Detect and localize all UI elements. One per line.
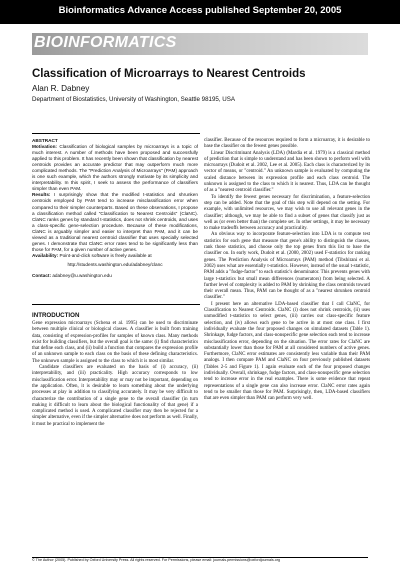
journal-name: BIOINFORMATICS — [34, 34, 177, 51]
body-paragraph: To identify the fewest genes necessary for discrimination, a feature-selection step can be added. Note that the goal of this step will depend on the setting. For example, with unlimited resources, we may wish to use all relevant genes in the classifier; although, we may be able to find a subset of genes that classify just as well as (or even better than) the complete set. In other settings, it may be necessary to make tradeoffs between accuracy and practicality. — [204, 194, 370, 232]
journal-header — [32, 33, 368, 55]
results-label: Results: — [32, 192, 51, 198]
left-column-body — [32, 321, 198, 428]
copyright-footer: © The Author (2005). Published by Oxford University Press. All rights reserved. For Permissions, please email: journals.permissions@oxfordjournals.org — [32, 558, 281, 562]
motivation-text: Classification of biological samples by microarrays is a topic of much interest. A number of methods have been proposed and successfully applied to this problem. It has recently been shown that classification by nearest centroids provides an accurate predictor that may outperform much more complicated methods. The "Prediction Analysis of Microarrays" (PAM) approach is one such example, which the authors strongly motivate by its simplicity and interpretability. In this spirit, I seek to assess the performance of classifiers simpler than even PAM. — [32, 144, 198, 192]
abstract-motivation — [32, 144, 198, 192]
paper-title: Classification of Microarrays to Nearest Centroids — [32, 68, 306, 80]
body-paragraph: Linear Discriminant Analysis (LDA) (Mardia et al. 1979) is a classical method of prediction that is simple to understand and has been shown to perform well with microarrays (Dudoit et al. 2002, Lee et al. 2005). Each class is characterized by its vector of means, or "centroid." An unknown sample is evaluated by computing the scaled distance between its expression profile and each class centroid. The unknown is assigned to the class to which it is nearest. Thus, LDA can be thought of as a "nearest centroid classifier." — [204, 150, 370, 194]
abstract-block — [32, 138, 198, 279]
author-affiliation: Department of Biostatistics, University of Washington, Seattle 98195, USA — [32, 96, 236, 103]
body-paragraph: classifier. Because of the resources required to form a microarray, it is desirable to base the classifier on the fewest genes possible. — [204, 138, 370, 150]
contact-email-link[interactable]: adabney@u.washington.edu — [52, 272, 112, 278]
author-name: Alan R. Dabney — [32, 84, 90, 93]
body-paragraph: I present here an alternative LDA-based classifier that I call ClaNC, for Classification to Nearest Centroids. ClaNC (i) does not shrink centroids, (ii) uses unmodified t-statistics to select genes, (iii) carries out class-specific feature selection, and (iv) allows each gene to be active in at most one class. I first individually evaluate the four proposed changes on simulated datasets (Table 1). Shrinkage, fudge factors, and class-nonspecific gene selection each tend to increase misclassification error, depending on the situation. The error rates for ClaNC are substantially lower than those for PAM at all considered numbers of active genes. Furthermore, ClaNC error estimates are consistently less variable than their PAM analogs. I then compare PAM and ClaNC on four previously published datasets (Tables 2-5 and Figure 1). I again evaluate each of the four proposed changes individually. Overall, shrinkage, fudge factors, and class-nonspecific gene selection tend to increase error in the real examples. There is some evidence that repeat representations of a single gene can also increase error. ClaNC error rates again tend to be smaller than those for PAM. Surprisingly, then, LDA-based classifiers that are even simpler than PAM can perform very well. — [204, 301, 370, 402]
body-paragraph: An obvious way to incorporate feature-selection into LDA is to compute test statistics for each gene that measure that gene's ability to distinguish the classes, rank those statistics, and choose only the top genes from this list to base the classifier on. In early work, Dudoit et al. (2000, 2002) used F-statistics for ranking genes. The Prediction Analysis of Microarrays (PAM) method (Tibshirani et al. 2002) uses what are essentially t-statistics. However, instead of the usual t-statistic, PAM adds a "fudge-factor" to each statistic's denominator. This prevents genes with large t-statistics but small mean differences (numerators) from being selected. A further level of complexity is added to PAM by shrinking the class centroids toward their overall mean. Thus, PAM can be thought of as a "nearest shrunken centroid classifier." — [204, 232, 370, 301]
motivation-label: Motivation: — [32, 144, 57, 150]
banner-text: Bioinformatics Advance Access published September 20, 2005 — [58, 5, 342, 16]
abstract-availability — [32, 253, 198, 259]
abstract-results — [32, 192, 198, 252]
abstract-contact — [32, 273, 198, 279]
contact-label: Contact: — [32, 272, 52, 278]
advance-access-banner — [0, 0, 400, 24]
introduction-heading: INTRODUCTION — [32, 312, 80, 319]
software-url-link[interactable]: http://students.washington.edu/adabney/clanc — [67, 261, 163, 267]
abstract-bottom-rule — [32, 304, 200, 305]
availability-label: Availability: — [32, 252, 59, 258]
abstract-heading: ABSTRACT — [32, 138, 58, 143]
intro-paragraph: Candidate classifiers are evaluated on the basis of (i) accuracy, (ii) interpretability, and (iii) practicality. High accuracy corresponds to low misclassification error. Interpretability may or may not be important, depending on the application. Often, it is desirable to learn something about the underlying processes at play in addition to classifying accurately. It may be very difficult to characterize the contribution of a single gene to the overall classifier (in turn making it difficult to learn about the biological functionality of that gene) if a complicated method is used. A complicated classifier may then be rejected for a simpler alternative, even if the simpler alternative does not perform as well. Finally, it must be practical to implement the — [32, 365, 198, 427]
abstract-top-rule — [32, 133, 200, 134]
intro-paragraph: Gene expression microarrays (Schena et al. 1995) can be used to discriminate between multiple clinical or biological classes. A classifier is built from training data, consisting of expression-profiles for samples of known class. Many methods exist for building classifiers, but the overall goal is the same: (i) find characteristics that define each class, and (ii) build a function that compares the expression profile of an unknown sample to each class on the basis of these defining characteristics. The unknown sample is assigned to the class to which it is most similar. — [32, 321, 198, 364]
right-column-body — [204, 138, 370, 402]
results-text: I surprisingly show that the modified t-statistics and shrunken centroids employed by PAM tend to increase misclassification error when compared to their simpler counterparts. Based on these observations, I propose a classification method called "Classification to Nearest Centroids" (ClaNC). ClaNC ranks genes by standard t-statistics, does not shrink centroids, and uses a class-specific gene-selection procedure. Because of these modifications, ClaNC is arguably simpler and easier to interpret than PAM, and it can be viewed as a traditional nearest centroid classifier that uses specially selected genes. I demonstrate that ClaNC error rates tend to be significantly less than those for PAM, for a given number of active genes. — [32, 192, 198, 252]
availability-text: Point-and-click software is freely available at — [59, 252, 152, 258]
